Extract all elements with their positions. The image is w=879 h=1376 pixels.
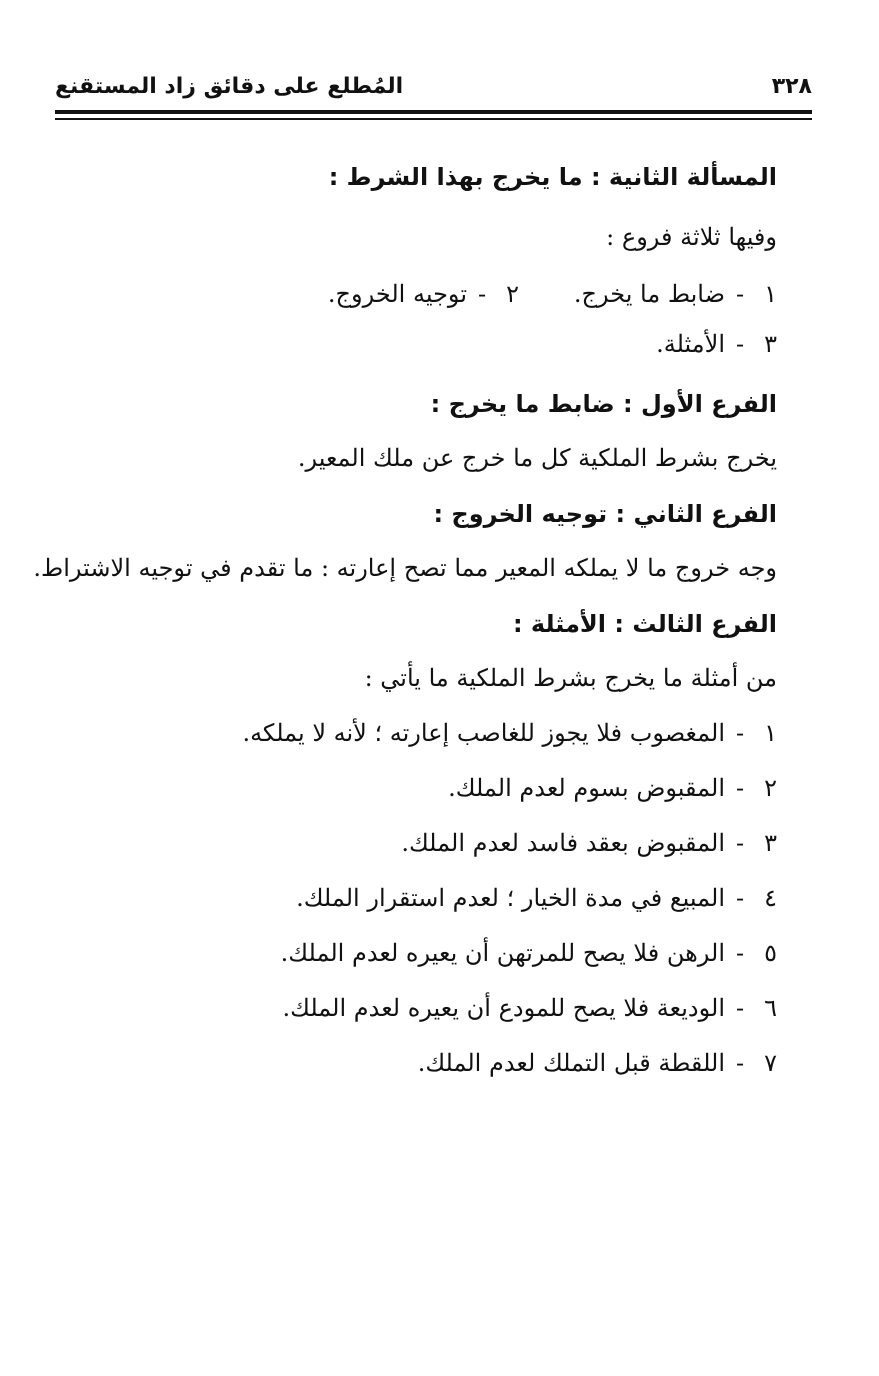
item-text: الأمثلة.: [656, 330, 725, 358]
item-dash: -: [735, 939, 745, 967]
item-number: ٢: [764, 774, 777, 802]
branch3-intro: من أمثلة ما يخرج بشرط الملكية ما يأتي :: [364, 664, 777, 692]
item-number: ١: [764, 280, 777, 308]
running-header: [55, 74, 812, 108]
item-dash: -: [735, 884, 745, 912]
header-rule-thick: [55, 110, 812, 114]
section-intro: وفيها ثلاثة فروع :: [606, 223, 777, 251]
example-item: [448, 771, 777, 805]
item-number: ٣: [764, 330, 777, 358]
item-text: الرهن فلا يصح للمرتهن أن يعيره لعدم الملك.: [280, 939, 725, 967]
item-text: المبيع في مدة الخيار ؛ لعدم استقرار الملك.: [296, 884, 725, 912]
example-item: [242, 716, 777, 750]
example-item: [282, 991, 777, 1025]
item-number: ٧: [764, 1049, 777, 1077]
item-dash: -: [735, 774, 745, 802]
example-item: [281, 936, 777, 970]
item-dash: -: [735, 1049, 745, 1077]
item-text: توجيه الخروج.: [327, 280, 467, 308]
branch2-heading: الفرع الثاني : توجيه الخروج :: [433, 500, 777, 528]
branch2-text: وجه خروج ما لا يملكه المعير مما تصح إعارته : ما تقدم في توجيه الاشتراط.: [33, 554, 777, 582]
example-item: [401, 826, 777, 860]
item-dash: -: [735, 829, 745, 857]
item-number: ١: [764, 719, 777, 747]
branch1-heading: الفرع الأول : ضابط ما يخرج :: [430, 390, 777, 418]
item-number: ٤: [764, 884, 777, 912]
branch1-text: يخرج بشرط الملكية كل ما خرج عن ملك المعير.: [297, 444, 777, 472]
item-text: الوديعة فلا يصح للمودع أن يعيره لعدم الملك.: [282, 994, 725, 1022]
item-text: المقبوض بعقد فاسد لعدم الملك.: [401, 829, 725, 857]
item-dash: -: [735, 719, 745, 747]
item-number: ٥: [764, 939, 777, 967]
item-text: ضابط ما يخرج.: [573, 280, 725, 308]
page-number: ٣٢٨: [771, 74, 812, 99]
item-dash: -: [735, 994, 745, 1022]
item-number: ٢: [506, 280, 519, 308]
branch-list-item: [328, 277, 519, 311]
header-rule-thin: [55, 118, 812, 120]
book-title: المُطلع على دقائق زاد المستقنع: [55, 74, 404, 99]
branch-list-item: [656, 327, 777, 361]
item-dash: -: [735, 280, 745, 308]
example-item: [418, 1046, 777, 1080]
item-number: ٣: [764, 829, 777, 857]
branch3-heading: الفرع الثالث : الأمثلة :: [512, 610, 777, 638]
section-heading: المسألة الثانية : ما يخرج بهذا الشرط :: [328, 163, 777, 191]
item-number: ٦: [764, 994, 777, 1022]
item-dash: -: [735, 330, 745, 358]
item-text: المقبوض بسوم لعدم الملك.: [448, 774, 725, 802]
example-item: [296, 881, 777, 915]
item-text: اللقطة قبل التملك لعدم الملك.: [417, 1049, 725, 1077]
branch-list-item: [574, 277, 777, 311]
item-dash: -: [477, 280, 487, 308]
item-text: المغصوب فلا يجوز للغاصب إعارته ؛ لأنه لا يملكه.: [242, 719, 725, 747]
